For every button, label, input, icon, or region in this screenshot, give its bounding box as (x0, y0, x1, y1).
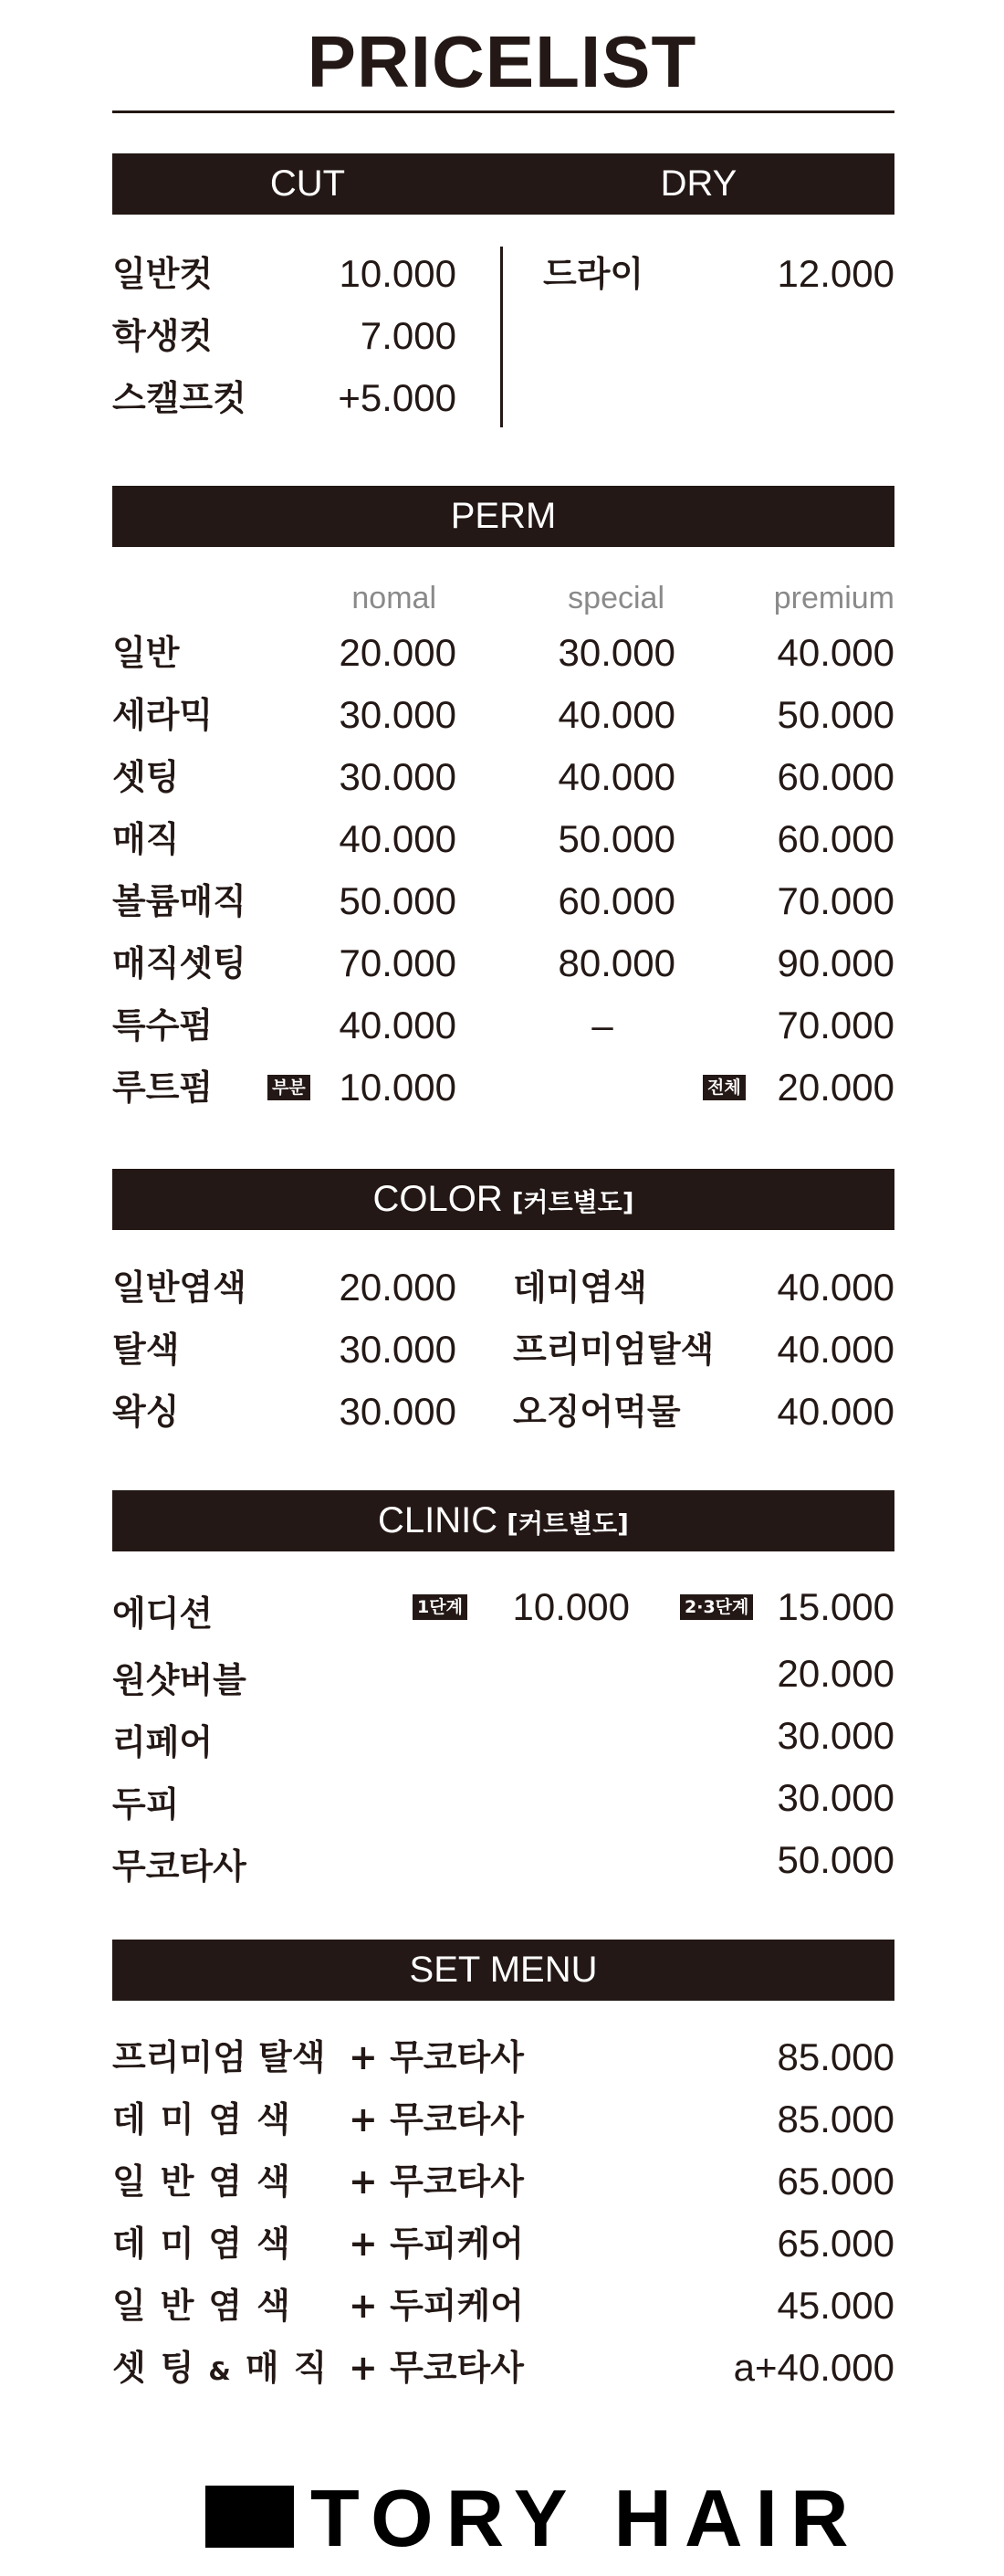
set-menu-heading: SET MENU (409, 1950, 598, 1990)
perm-price: 40.000 (339, 1004, 456, 1046)
set-item-right: + 무코타사 (349, 2037, 524, 2077)
perm-column-header: premium (773, 581, 894, 615)
set-item-part: 매직 (245, 2348, 342, 2388)
perm-row-name: 세라믹 (112, 695, 214, 735)
brand-logo: TORY HAIR (310, 2473, 862, 2563)
clinic-item-price: 15.000 (777, 1585, 894, 1628)
color-item-name: 데미염색 (513, 1267, 647, 1308)
set-item-right: + 두피케어 (349, 2224, 524, 2264)
clinic-heading-wrap (112, 1490, 894, 1551)
clinic-note: [커트별도] (507, 1509, 629, 1539)
perm-price: 30.000 (339, 693, 456, 736)
ampersand: & (208, 2356, 231, 2386)
cut-item-price: 10.000 (339, 252, 456, 295)
clinic-item-price: 30.000 (777, 1714, 894, 1757)
perm-price: 50.000 (339, 879, 456, 922)
color-item-name: 탈색 (112, 1330, 180, 1370)
set-item-price: 65.000 (777, 2160, 894, 2203)
cut-item-name: 학생컷 (112, 316, 214, 356)
logo-square-icon (205, 2486, 294, 2548)
color-item-price: 20.000 (339, 1266, 456, 1309)
clinic-heading: CLINIC (378, 1500, 498, 1540)
set-item-right: + 무코타사 (349, 2099, 524, 2140)
perm-price: 60.000 (777, 755, 894, 798)
color-item-price: 40.000 (777, 1266, 894, 1309)
perm-price: 10.000 (339, 1066, 456, 1109)
perm-price: 70.000 (339, 941, 456, 984)
set-item-price: 85.000 (777, 2035, 894, 2078)
perm-price-not-available: – (591, 1004, 613, 1046)
set-item-part: 셋팅 (112, 2348, 209, 2388)
perm-column-header: special (568, 581, 664, 615)
set-item-price: a+40.000 (733, 2346, 894, 2389)
cut-dry-divider (500, 247, 503, 427)
color-item-price: 30.000 (339, 1390, 456, 1433)
set-item-left: 데미염색 (112, 2099, 305, 2140)
perm-price: 80.000 (558, 941, 675, 984)
perm-price: 40.000 (339, 817, 456, 860)
set-item-price: 85.000 (777, 2098, 894, 2140)
color-item-name: 오징어먹물 (513, 1392, 681, 1432)
cut-heading: CUT (269, 163, 346, 204)
set-item-right: + 두피케어 (349, 2286, 524, 2326)
stage23-badge: 2·3단계 (680, 1594, 753, 1620)
perm-header-bar (112, 486, 894, 547)
perm-price: 70.000 (777, 1004, 894, 1046)
clinic-item-name: 무코타사 (112, 1846, 246, 1887)
perm-heading: PERM (450, 496, 557, 536)
perm-price: 60.000 (777, 817, 894, 860)
color-heading-wrap (112, 1169, 894, 1230)
clinic-item-price: 50.000 (777, 1838, 894, 1881)
perm-price: 50.000 (558, 817, 675, 860)
set-item-left: 데미염색 (112, 2224, 305, 2264)
perm-row-name: 매직셋팅 (112, 943, 246, 983)
perm-row-name: 루트펌 (112, 1067, 214, 1108)
perm-price: 40.000 (558, 693, 675, 736)
color-item-name: 프리미엄탈색 (513, 1330, 715, 1370)
set-item-left-wrap (112, 2345, 341, 2394)
perm-price: 50.000 (777, 693, 894, 736)
cut-item-name: 일반컷 (112, 254, 214, 294)
page-title: PRICELIST (307, 21, 697, 102)
cut-item-price: 7.000 (360, 314, 456, 357)
cut-item-price: +5.000 (338, 376, 456, 419)
perm-price: 30.000 (558, 631, 675, 674)
set-item-price: 45.000 (777, 2284, 894, 2327)
perm-price: 20.000 (339, 631, 456, 674)
perm-row-name: 일반 (112, 633, 180, 673)
dry-item-price: 12.000 (777, 252, 894, 295)
set-item-left: 일반염색 (112, 2161, 305, 2202)
color-item-price: 40.000 (777, 1390, 894, 1433)
color-header-bar (112, 1169, 894, 1230)
partial-badge: 부분 (267, 1075, 310, 1100)
color-item-price: 30.000 (339, 1328, 456, 1371)
clinic-item-name: 리페어 (112, 1722, 214, 1762)
perm-row-name: 특수펌 (112, 1005, 214, 1046)
clinic-item-name: 원샷버블 (112, 1660, 246, 1700)
clinic-item-price: 10.000 (512, 1585, 630, 1628)
dry-item-name: 드라이 (543, 254, 644, 294)
set-item-right: + 무코타사 (349, 2348, 524, 2388)
set-item-price: 65.000 (777, 2222, 894, 2265)
clinic-item-name: 두피 (112, 1784, 180, 1824)
color-heading: COLOR (372, 1179, 503, 1219)
set-item-left: 프리미엄 탈색 (112, 2037, 326, 2077)
perm-price: 20.000 (777, 1066, 894, 1109)
full-badge: 전체 (703, 1075, 746, 1100)
perm-price: 40.000 (777, 631, 894, 674)
perm-price: 40.000 (558, 755, 675, 798)
set-item-right: + 무코타사 (349, 2161, 524, 2202)
dry-heading: DRY (660, 163, 737, 204)
perm-price: 30.000 (339, 755, 456, 798)
perm-row-name: 볼륨매직 (112, 881, 246, 921)
clinic-item-name: 에디션 (112, 1593, 214, 1634)
color-item-name: 일반염색 (112, 1267, 246, 1308)
clinic-item-price: 20.000 (777, 1652, 894, 1695)
set-item-left: 일반염색 (112, 2286, 305, 2326)
perm-row-name: 매직 (112, 819, 180, 859)
stage1-badge: 1단계 (413, 1594, 467, 1620)
perm-price: 60.000 (558, 879, 675, 922)
title-divider (112, 110, 894, 113)
color-note: [커트별도] (511, 1187, 634, 1217)
cut-item-name: 스캘프컷 (112, 378, 246, 418)
perm-price: 90.000 (777, 941, 894, 984)
cut-dry-header-bar (112, 153, 894, 215)
perm-column-header: nomal (351, 581, 436, 615)
set-menu-header-bar (112, 1940, 894, 2001)
color-item-name: 왁싱 (112, 1392, 180, 1432)
clinic-item-price: 30.000 (777, 1776, 894, 1819)
perm-price: 70.000 (777, 879, 894, 922)
perm-row-name: 셋팅 (112, 757, 180, 797)
clinic-header-bar (112, 1490, 894, 1551)
color-item-price: 40.000 (777, 1328, 894, 1371)
